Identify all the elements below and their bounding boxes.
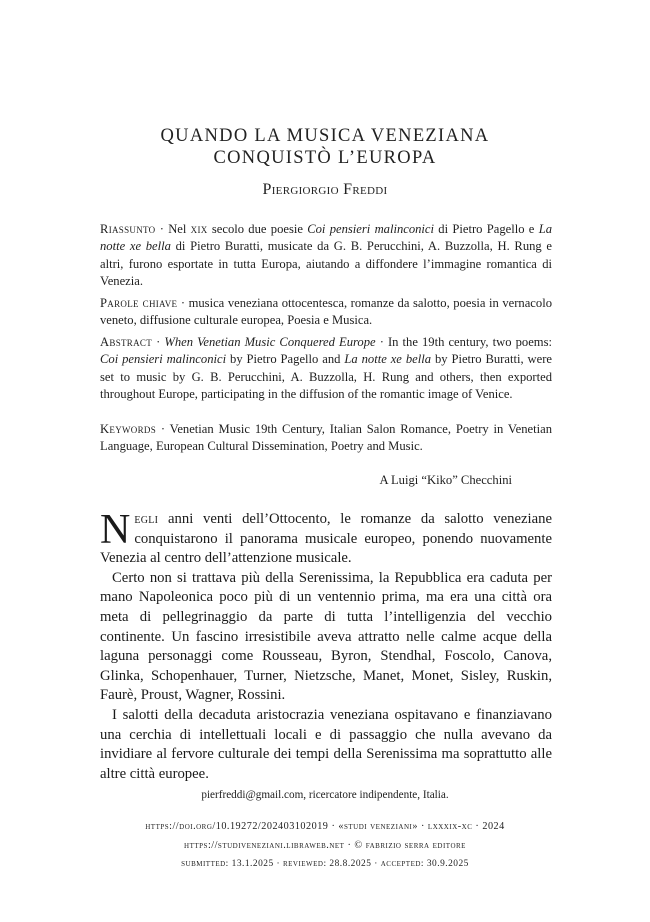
riassunto-text: · Nel	[155, 222, 191, 236]
author-name: Piergiorgio Freddi	[262, 181, 388, 198]
century-roman: xix	[190, 222, 208, 236]
abstract-text: ·	[152, 335, 165, 349]
abstract-text: by Pietro Buratti, were set to music by G. B. Perucchini, A. Buzzolla, H. Rung and others, then exported throughout Europe, participating in the diffusion of the romantic image of Venice.	[100, 352, 552, 402]
opening-small-caps: egli	[134, 511, 159, 527]
parole-chiave-label: Parole chiave	[100, 296, 178, 310]
abstract-text: by Pietro Pagello and	[226, 352, 345, 367]
keywords-paragraph	[100, 421, 552, 456]
keywords-label: Keywords	[100, 422, 156, 436]
keywords-text: · Venetian Music 19th Century, Italian Salon Romance, Poetry in Venetian Language, European Cultural Dissemination, Poetry and Music.	[100, 422, 552, 454]
article-title-line-1: QUANDO LA MUSICA VENEZIANA	[160, 126, 490, 146]
dedication: A Luigi “Kiko” Checchini	[379, 473, 512, 487]
abstract-text: · In the 19th century, two poems:	[375, 335, 552, 349]
poem-title: La notte xe bella	[100, 222, 552, 254]
poem-title: Coi pensieri malinconici	[100, 352, 227, 367]
abstract-label: Abstract	[100, 335, 153, 349]
drop-cap: N	[100, 507, 131, 553]
body-paragraph: Certo non si trattava più della Serenissima, la Repubblica era caduta per mano Napoleonica poco più di un ventennio prima, ma era una città ora meta di pellegrinaggio da parte di tutta l’intelligenzia del vecchio continente. Un fascino irresistibile aveva attratto nelle calme acque della laguna personaggi come Rousseau, Byron, Stendhal, Foscolo, Canova, Glinka, Schopenhauer, Turner, Nietzsche, Manet, Monet, Sisley, Ruskin, Faurè, Proust, Wagner, Rossini.	[100, 569, 552, 704]
body-paragraph	[100, 507, 552, 569]
author-footnote: pierfreddi@gmail.com, ricercatore indipendente, Italia.	[201, 789, 449, 801]
riassunto-label: Riassunto	[100, 222, 156, 236]
footer-publisher-line: https://studiveneziani.libraweb.net · © fabrizio serra editore	[184, 840, 466, 851]
paragraph-text: anni venti dell’Ottocento, le romanze da salotto veneziane conquistarono il panorama musicale europeo, ponendo nuovamente Venezia al centro dell’attenzione musicale.	[100, 511, 552, 567]
parole-chiave-text: · musica veneziana ottocentesca, romanze da salotto, poesia in vernacolo veneto, diffusione culturale europea, Poesia e Musica.	[100, 296, 552, 328]
abstract-title: When Venetian Music Conquered Europe	[164, 335, 376, 349]
body-paragraph: I salotti della decaduta aristocrazia veneziana ospitavano e finanziavano una cerchia di intellettuali locali e di passaggio che nulla avevano da invidiare al fervore culturale dei tempi della Serenissima ma soprattutto alle altre città europee.	[100, 706, 552, 782]
riassunto-paragraph	[100, 221, 552, 291]
poem-title: Coi pensieri malinconici	[307, 222, 435, 236]
abstract-paragraph	[100, 334, 552, 404]
article-title-line-2: CONQUISTÒ L’EUROPA	[213, 148, 437, 168]
riassunto-text: secolo due poesie	[207, 222, 308, 236]
article-body	[100, 507, 552, 784]
footer-dates-line: submitted: 13.1.2025 · reviewed: 28.8.2025 · accepted: 30.9.2025	[181, 859, 469, 869]
riassunto-text: di Pietro Buratti, musicate da G. B. Perucchini, A. Buzzolla, H. Rung e altri, furono esportate in tutta Europa, aiutando a diffondere l’immagine romantica di Venezia.	[100, 239, 552, 289]
riassunto-text: di Pietro Pagello e	[434, 222, 539, 236]
poem-title: La notte xe bella	[344, 352, 432, 367]
parole-chiave-paragraph	[100, 295, 552, 330]
footer-doi-line: https://doi.org/10.19272/202403102019 · «studi veneziani» · lxxxix-xc · 2024	[145, 821, 505, 832]
